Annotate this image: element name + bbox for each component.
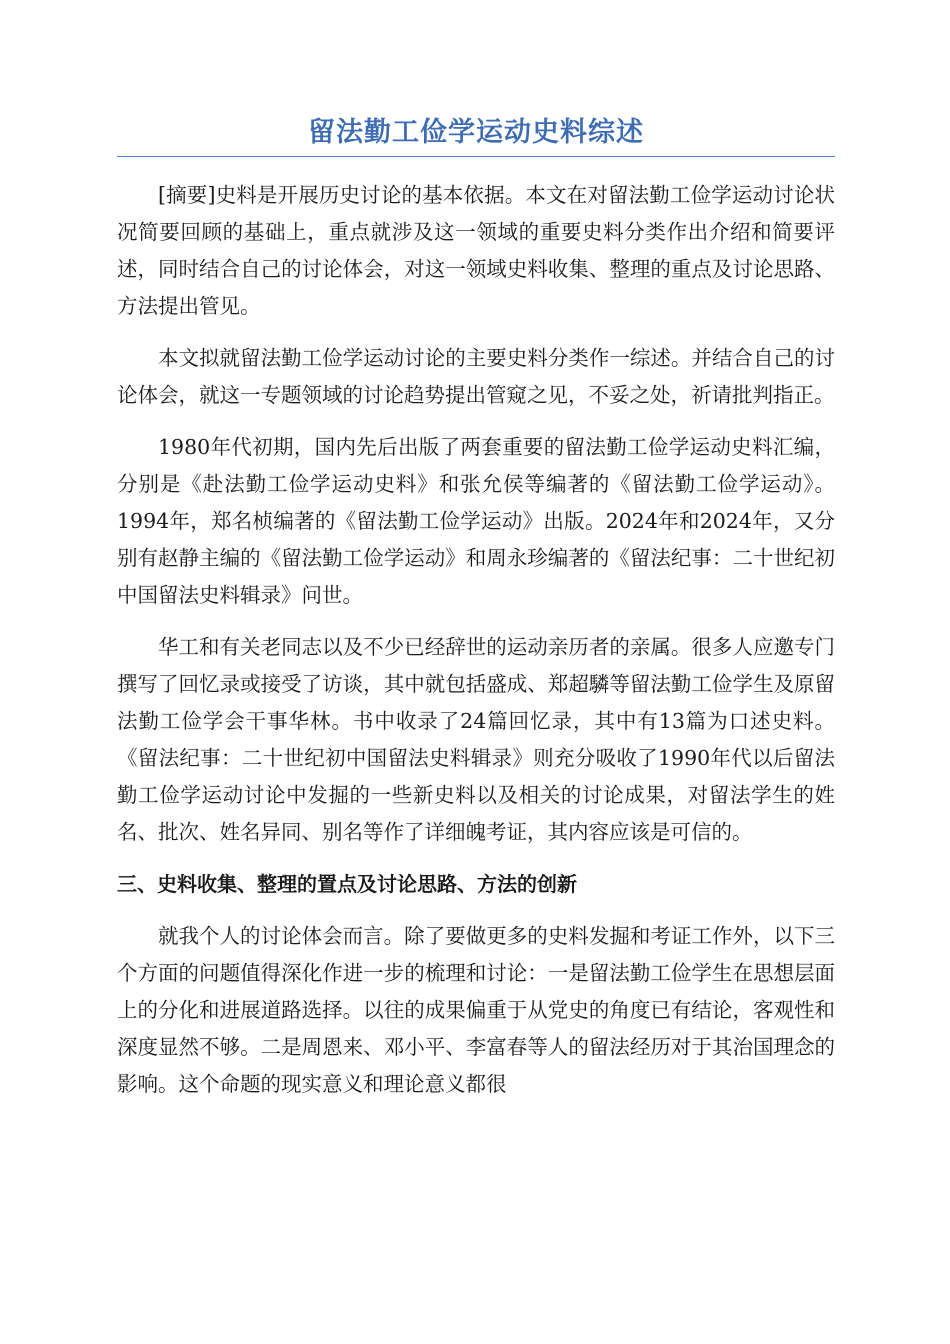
body-paragraph: 就我个人的讨论体会而言。除了要做更多的史料发掘和考证工作外，以下三个方面的问题值得深化作进一步的梳理和讨论：一是留法勤工俭学生在思想层面上的分化和进展道路选择。以往的成果偏重于从党史的角度已有结论，客观性和深度显然不够。二是周恩来、邓小平、李富春等人的留法经历对于其治国理念的影响。这个命题的现实意义和理论意义都很 [117, 924, 835, 1096]
document-page [117, 112, 835, 1118]
body-paragraph: 华工和有关老同志以及不少已经辞世的运动亲历者的亲属。很多人应邀专门撰写了回忆录或接受了访谈，其中就包括盛成、郑超驎等留法勤工俭学生及原留法勤工俭学会干事华林。书中收录了24篇回忆录，其中有13篇为口述史料。《留法纪事：二十世纪初中国留法史料辑录》则充分吸收了1990年代以后留法勤工俭学运动讨论中发掘的一些新史料以及相关的讨论成果，对留法学生的姓名、批次、姓名异同、别名等作了详细魄考证，其内容应该是可信的。 [117, 635, 835, 844]
title-underline [117, 156, 835, 157]
body-paragraph: 本文拟就留法勤工俭学运动讨论的主要史料分类作一综述。并结合自己的讨论体会，就这一专题领域的讨论趋势提出管窥之见，不妥之处，祈请批判指正。 [117, 346, 835, 407]
abstract-paragraph: [摘要]史料是开展历史讨论的基本依据。本文在对留法勤工俭学运动讨论状况简要回顾的基础上，重点就涉及这一领域的重要史料分类作出介绍和简要评述，同时结合自己的讨论体会，对这一领域史料收集、整理的重点及讨论思路、方法提出管见。 [117, 183, 835, 318]
section-heading: 三、史料收集、整理的置点及讨论思路、方法的创新 [117, 872, 577, 896]
body-paragraph: 1980年代初期，国内先后出版了两套重要的留法勤工俭学运动史料汇编，分别是《赴法勤工俭学运动史料》和张允侯等编著的《留法勤工俭学运动》。1994年，郑名桢编著的《留法勤工俭学运动》出版。2024年和2024年，又分别有赵静主编的《留法勤工俭学运动》和周永珍编著的《留法纪事：二十世纪初中国留法史料辑录》问世。 [117, 435, 835, 607]
document-title: 留法勤工俭学运动史料综述 [308, 117, 644, 148]
